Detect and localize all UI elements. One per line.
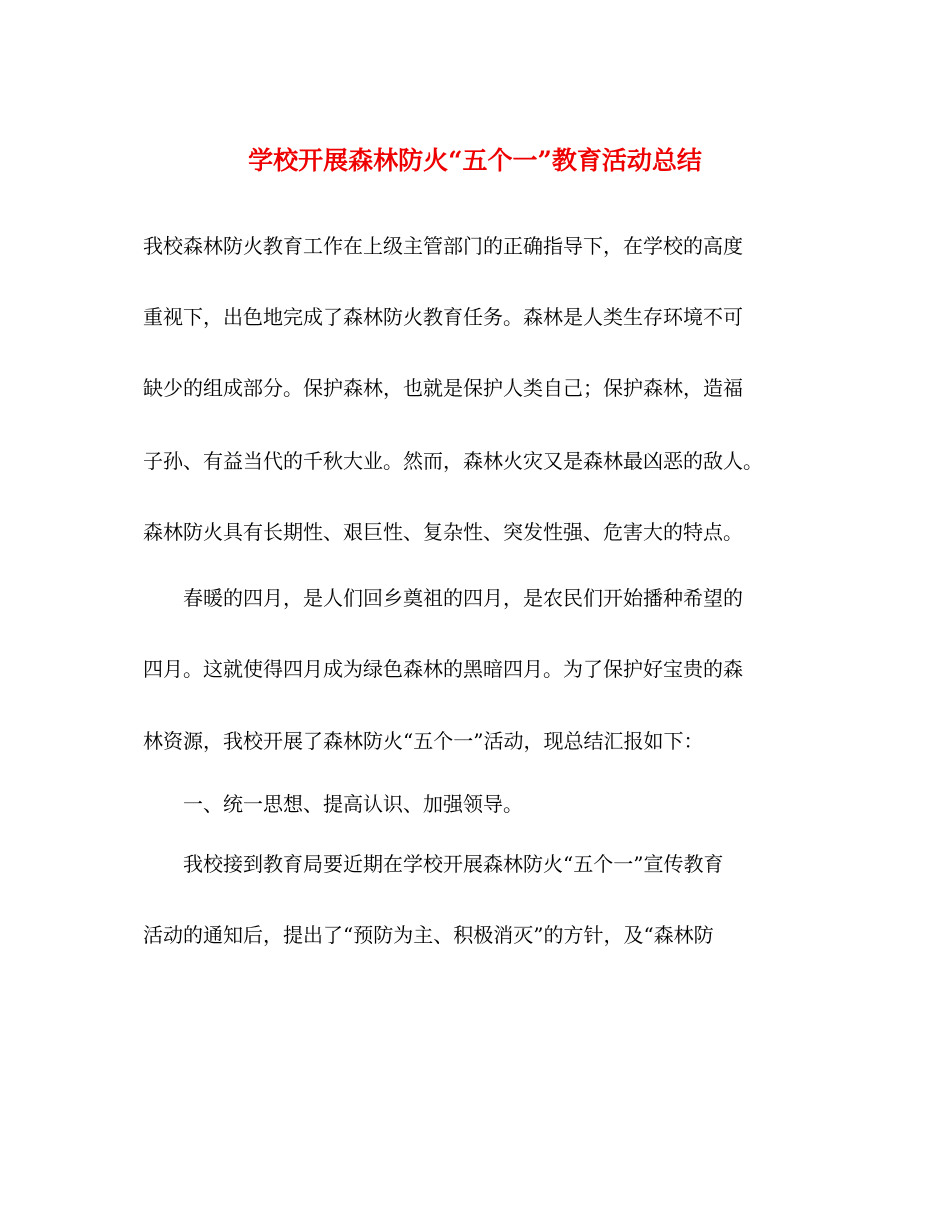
text-line: 子孙、有益当代的千秋大业。然而，森林火灾又是森林最凶恶的敌人。 (143, 449, 763, 473)
text-line: 春暖的四月，是人们回乡奠祖的四月，是农民们开始播种希望的 (143, 586, 743, 610)
text-line: 林资源，我校开展了森林防火“五个一”活动，现总结汇报如下： (143, 729, 704, 753)
text-line: 活动的通知后，提出了“预防为主、积极消灭”的方针，及“森林防 (143, 923, 714, 947)
text-line: 我校接到教育局要近期在学校开展森林防火“五个一”宣传教育 (143, 852, 724, 876)
text-line: 重视下，出色地完成了森林防火教育任务。森林是人类生存环境不可 (143, 305, 743, 329)
section-heading: 一、统一思想、提高认识、加强领导。 (143, 792, 523, 816)
text-line: 森林防火具有长期性、艰巨性、复杂性、突发性强、危害大的特点。 (143, 520, 743, 544)
text-line: 四月。这就使得四月成为绿色森林的黑暗四月。为了保护好宝贵的森 (143, 657, 743, 681)
document-title: 学校开展森林防火“五个一”教育活动总结 (248, 146, 702, 175)
text-line: 我校森林防火教育工作在上级主管部门的正确指导下，在学校的高度 (143, 234, 743, 258)
text-line: 缺少的组成部分。保护森林，也就是保护人类自己；保护森林，造福 (143, 376, 743, 400)
